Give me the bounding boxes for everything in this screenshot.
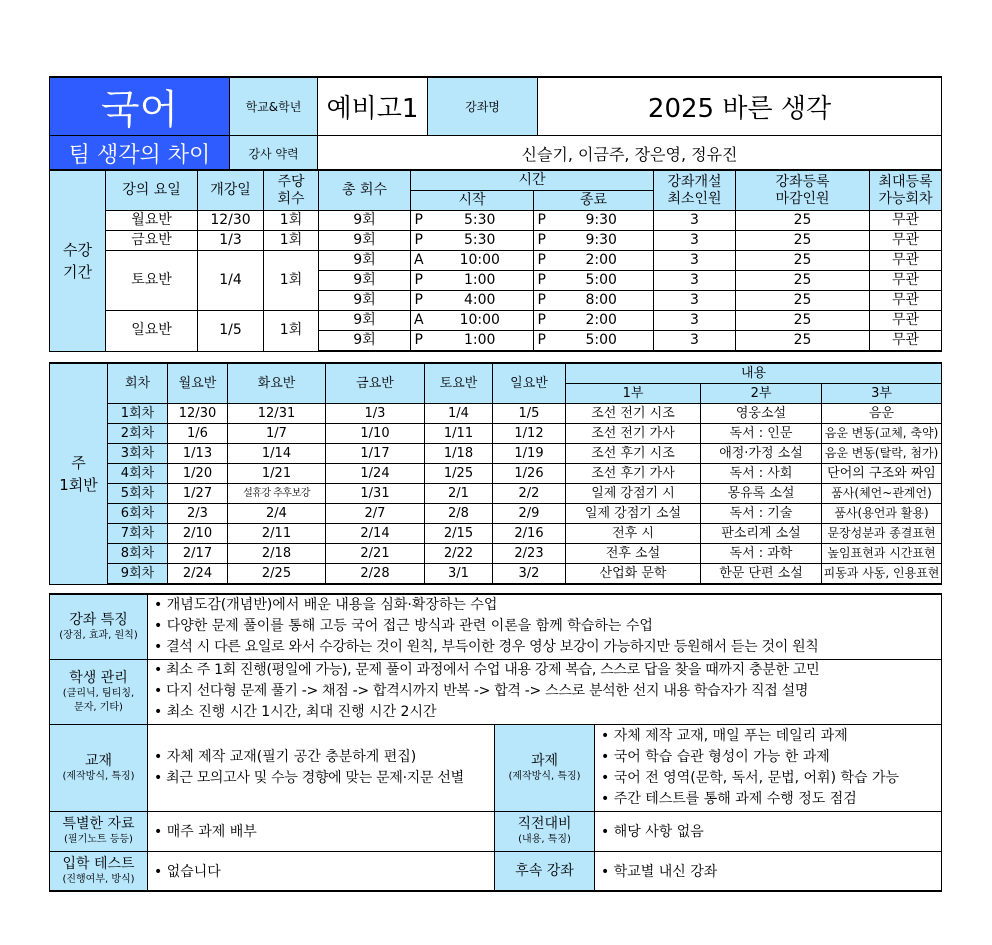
end-time: 8:00 <box>550 291 654 311</box>
part2: 몽유록 소설 <box>701 484 822 504</box>
total-count: 9회 <box>319 331 411 352</box>
prep-label <box>495 811 595 851</box>
deadline-count: 25 <box>736 251 870 271</box>
mon-date: 12/30 <box>168 404 228 424</box>
col-fri: 금요반 <box>326 363 425 404</box>
end-time: 2:00 <box>550 251 654 271</box>
deadline-count: 25 <box>736 211 870 231</box>
fri-date: 2/7 <box>326 504 425 524</box>
part2: 독서 : 사회 <box>701 464 822 484</box>
team-name: 팀 생각의 차이 <box>50 136 230 173</box>
deadline-count: 25 <box>736 291 870 311</box>
start-period: P <box>411 291 427 311</box>
part2: 독서 : 과학 <box>701 544 822 564</box>
header-table <box>49 76 942 174</box>
followup-label <box>495 851 595 891</box>
part3: 피동과 사동, 인용표현 <box>822 564 942 585</box>
fri-date: 2/21 <box>326 544 425 564</box>
homework-title: 과제 <box>530 752 559 769</box>
end-period: P <box>534 311 550 331</box>
round: 4회차 <box>108 464 168 484</box>
deadline-count: 25 <box>736 331 870 352</box>
min-count: 3 <box>654 311 736 331</box>
prep-title: 직전대비 <box>517 816 572 832</box>
min-count: 3 <box>654 231 736 251</box>
start-period: P <box>411 211 427 231</box>
management-line: • 최소 진행 시간 1시간, 최대 진행 시간 2시간 <box>154 704 437 720</box>
min-count: 3 <box>654 291 736 311</box>
sun-date: 2/16 <box>493 524 566 544</box>
part3: 음운 <box>822 404 942 424</box>
materials-title: 특별한 자료 <box>62 816 135 832</box>
fri-date: 2/28 <box>326 564 425 585</box>
followup-title: 후속 강좌 <box>515 862 574 879</box>
weekly-row <box>50 404 942 424</box>
sat-date: 2/15 <box>425 524 493 544</box>
max-sessions: 무관 <box>870 231 942 251</box>
materials-subtitle: (필기노트 등등) <box>64 834 133 845</box>
open-date: 1/5 <box>198 311 264 352</box>
sat-date: 2/8 <box>425 504 493 524</box>
homework-subtitle: (제작방식, 특징) <box>508 770 581 782</box>
round: 9회차 <box>108 564 168 585</box>
materials-label <box>50 811 148 851</box>
schedule-row <box>50 231 942 251</box>
sat-date: 2/1 <box>425 484 493 504</box>
tue-date: 2/11 <box>228 524 326 544</box>
start-period: P <box>411 271 427 291</box>
col-start: 시작 <box>411 191 534 211</box>
open-date: 1/4 <box>198 251 264 311</box>
end-period: P <box>534 291 550 311</box>
fri-date: 1/3 <box>326 404 425 424</box>
tue-date: 12/31 <box>228 404 326 424</box>
part1: 조선 전기 시조 <box>566 404 701 424</box>
col-content: 내용 <box>566 363 942 384</box>
mon-date: 1/13 <box>168 444 228 464</box>
weekly-count: 1회 <box>264 311 319 352</box>
management-title: 학생 관리 <box>69 669 128 686</box>
entrance-subtitle: (진행여부, 방식) <box>62 873 135 885</box>
day: 일요반 <box>106 311 198 352</box>
mon-date: 2/10 <box>168 524 228 544</box>
weekly-row <box>50 504 942 524</box>
schedule-row <box>50 211 942 231</box>
part1: 일제 강점기 시 <box>566 484 701 504</box>
end-period: P <box>534 211 550 231</box>
textbook-content <box>148 724 495 811</box>
part2: 한문 단편 소설 <box>701 564 822 585</box>
part3: 음운 변동(교체, 축약) <box>822 424 942 444</box>
weekly-row <box>50 424 942 444</box>
mon-date: 1/20 <box>168 464 228 484</box>
schedule-table <box>49 169 942 352</box>
mon-date: 1/6 <box>168 424 228 444</box>
max-sessions: 무관 <box>870 251 942 271</box>
end-time: 2:00 <box>550 311 654 331</box>
max-sessions: 무관 <box>870 331 942 352</box>
info-table <box>49 593 942 892</box>
part3: 음운 변동(탈락, 첨가) <box>822 444 942 464</box>
school-label: 학교&학년 <box>230 77 318 136</box>
open-date: 12/30 <box>198 211 264 231</box>
total-count: 9회 <box>319 211 411 231</box>
total-count: 9회 <box>319 291 411 311</box>
tue-date: 설휴강 추후보강 <box>228 484 326 504</box>
col-open: 개강일 <box>198 170 264 211</box>
end-time: 9:30 <box>550 211 654 231</box>
sun-date: 1/19 <box>493 444 566 464</box>
textbook-subtitle: (제작방식, 특징) <box>62 770 135 782</box>
management-line: • 다지 선다형 문제 풀기 -> 채점 -> 합격시까지 반복 -> 합격 -> 스스로 분석한 선지 내용 학습자가 직접 설명 <box>154 683 809 699</box>
tue-date: 1/21 <box>228 464 326 484</box>
part2: 애정·가정 소설 <box>701 444 822 464</box>
col-sat: 토요반 <box>425 363 493 404</box>
weekly-section-label: 주 1회반 <box>50 363 108 584</box>
col-max: 최대등록 가능회차 <box>870 170 942 211</box>
sun-date: 2/23 <box>493 544 566 564</box>
min-count: 3 <box>654 331 736 352</box>
tue-date: 2/4 <box>228 504 326 524</box>
part3: 단어의 구조와 짜임 <box>822 464 942 484</box>
management-content <box>148 659 942 724</box>
total-count: 9회 <box>319 311 411 331</box>
day: 토요반 <box>106 251 198 311</box>
tue-date: 1/14 <box>228 444 326 464</box>
textbook-title: 교재 <box>84 752 113 769</box>
part3: 문장성분과 종결표현 <box>822 524 942 544</box>
col-weekly: 주당 회수 <box>264 170 319 211</box>
end-period: P <box>534 331 550 352</box>
start-period: P <box>411 331 427 352</box>
part1: 조선 후기 시조 <box>566 444 701 464</box>
col-round: 회차 <box>108 363 168 404</box>
weekly-table <box>49 362 942 585</box>
weekly-row <box>50 464 942 484</box>
fri-date: 1/24 <box>326 464 425 484</box>
end-time: 5:00 <box>550 331 654 352</box>
max-sessions: 무관 <box>870 291 942 311</box>
end-period: P <box>534 231 550 251</box>
round: 7회차 <box>108 524 168 544</box>
sun-date: 1/12 <box>493 424 566 444</box>
fri-date: 1/17 <box>326 444 425 464</box>
part2: 독서 : 기술 <box>701 504 822 524</box>
part2: 독서 : 인문 <box>701 424 822 444</box>
management-subtitle: (클리닉, 팀티칭, 문자, 기타) <box>62 687 135 713</box>
part2: 판소리계 소설 <box>701 524 822 544</box>
col-part3: 3부 <box>822 384 942 404</box>
weekly-count: 1회 <box>264 231 319 251</box>
end-time: 5:00 <box>550 271 654 291</box>
weekly-row <box>50 484 942 504</box>
subject-title: 국어 <box>50 77 230 136</box>
schedule-section-label: 수강 기간 <box>50 170 106 351</box>
course-value: 2025 바른 생각 <box>538 77 942 136</box>
prep-subtitle: (내용, 특징) <box>518 834 571 845</box>
features-title: 강좌 특징 <box>69 611 128 628</box>
school-value: 예비고1 <box>318 77 428 136</box>
mon-date: 1/27 <box>168 484 228 504</box>
course-label: 강좌명 <box>428 77 538 136</box>
max-sessions: 무관 <box>870 311 942 331</box>
col-end: 종료 <box>534 191 654 211</box>
weekly-row <box>50 544 942 564</box>
mon-date: 2/3 <box>168 504 228 524</box>
features-line: • 결석 시 다른 요일로 와서 수강하는 것이 원칙, 부득이한 경우 영상 보강이 가능하지만 등원해서 듣는 것이 원칙 <box>154 639 819 656</box>
start-period: P <box>411 231 427 251</box>
homework-line: • 자체 제작 교재, 매일 푸는 데일리 과제 <box>601 727 848 744</box>
sat-date: 1/25 <box>425 464 493 484</box>
homework-line: • 국어 전 영역(문학, 독서, 문법, 어휘) 학습 가능 <box>601 769 900 786</box>
sun-date: 3/2 <box>493 564 566 585</box>
part1: 전후 소설 <box>566 544 701 564</box>
teacher-value: 신슬기, 이금주, 장은영, 정유진 <box>318 136 942 173</box>
day: 월요반 <box>106 211 198 231</box>
tue-date: 2/25 <box>228 564 326 585</box>
deadline-count: 25 <box>736 271 870 291</box>
mon-date: 2/24 <box>168 564 228 585</box>
total-count: 9회 <box>319 251 411 271</box>
part1: 산업화 문학 <box>566 564 701 585</box>
sun-date: 2/9 <box>493 504 566 524</box>
start-time: 10:00 <box>427 311 534 331</box>
management-label <box>50 659 148 724</box>
start-time: 10:00 <box>427 251 534 271</box>
materials-value: • 매주 과제 배부 <box>148 811 495 851</box>
sat-date: 1/18 <box>425 444 493 464</box>
entrance-value: • 없습니다 <box>148 851 495 891</box>
col-time: 시간 <box>411 170 654 191</box>
followup-value: • 학교별 내신 강좌 <box>595 851 942 891</box>
entrance-label <box>50 851 148 891</box>
part1: 조선 전기 가사 <box>566 424 701 444</box>
round: 5회차 <box>108 484 168 504</box>
end-period: P <box>534 271 550 291</box>
part3: 품사(체언~관계언) <box>822 484 942 504</box>
entrance-title: 입학 테스트 <box>62 855 135 872</box>
col-part1: 1부 <box>566 384 701 404</box>
deadline-count: 25 <box>736 231 870 251</box>
start-time: 4:00 <box>427 291 534 311</box>
open-date: 1/3 <box>198 231 264 251</box>
start-time: 5:30 <box>427 231 534 251</box>
weekly-count: 1회 <box>264 211 319 231</box>
textbook-line: • 자체 제작 교재(필기 공간 충분하게 편집) <box>154 748 417 765</box>
start-time: 1:00 <box>427 331 534 352</box>
col-total: 총 회수 <box>319 170 411 211</box>
homework-line: • 국어 학습 습관 형성이 가능 한 과제 <box>601 748 830 765</box>
part2: 영웅소설 <box>701 404 822 424</box>
management-line: • 최소 주 1회 진행(평일에 가능), 문제 풀이 과정에서 수업 내용 강제 복습, 스스로 답을 찾을 때까지 충분한 고민 <box>154 662 820 678</box>
total-count: 9회 <box>319 231 411 251</box>
features-line: • 다양한 문제 풀이를 통해 고등 국어 접근 방식과 관련 이론을 함께 학습하는 수업 <box>154 618 653 635</box>
start-period: A <box>411 311 427 331</box>
col-tue: 화요반 <box>228 363 326 404</box>
col-deadline: 강좌등록 마감인원 <box>736 170 870 211</box>
round: 6회차 <box>108 504 168 524</box>
fri-date: 1/31 <box>326 484 425 504</box>
min-count: 3 <box>654 211 736 231</box>
round: 1회차 <box>108 404 168 424</box>
fri-date: 1/10 <box>326 424 425 444</box>
mon-date: 2/17 <box>168 544 228 564</box>
homework-line: • 주간 테스트를 통해 과제 수행 정도 점검 <box>601 790 857 807</box>
homework-label <box>495 724 595 811</box>
tue-date: 1/7 <box>228 424 326 444</box>
part1: 일제 강점기 소설 <box>566 504 701 524</box>
tue-date: 2/18 <box>228 544 326 564</box>
schedule-row <box>50 251 942 271</box>
round: 2회차 <box>108 424 168 444</box>
textbook-line: • 최근 모의고사 및 수능 경향에 맞는 문제·지문 선별 <box>154 769 464 786</box>
weekly-row <box>50 524 942 544</box>
fri-date: 2/14 <box>326 524 425 544</box>
start-time: 5:30 <box>427 211 534 231</box>
end-period: P <box>534 251 550 271</box>
textbook-label <box>50 724 148 811</box>
deadline-count: 25 <box>736 311 870 331</box>
min-count: 3 <box>654 271 736 291</box>
features-subtitle: (장점, 효과, 원칙) <box>59 629 138 641</box>
day: 금요반 <box>106 231 198 251</box>
homework-content <box>595 724 942 811</box>
start-time: 1:00 <box>427 271 534 291</box>
weekly-row <box>50 444 942 464</box>
total-count: 9회 <box>319 271 411 291</box>
sat-date: 3/1 <box>425 564 493 585</box>
min-count: 3 <box>654 251 736 271</box>
weekly-count: 1회 <box>264 251 319 311</box>
start-period: A <box>411 251 427 271</box>
round: 3회차 <box>108 444 168 464</box>
part3: 높임표현과 시간표현 <box>822 544 942 564</box>
sun-date: 1/26 <box>493 464 566 484</box>
part1: 조선 후기 가사 <box>566 464 701 484</box>
max-sessions: 무관 <box>870 211 942 231</box>
col-min: 강좌개설 최소인원 <box>654 170 736 211</box>
features-line: • 개념도감(개념반)에서 배운 내용을 심화·확장하는 수업 <box>154 597 498 614</box>
end-time: 9:30 <box>550 231 654 251</box>
sat-date: 1/4 <box>425 404 493 424</box>
max-sessions: 무관 <box>870 271 942 291</box>
round: 8회차 <box>108 544 168 564</box>
part3: 품사(용언과 활용) <box>822 504 942 524</box>
features-content <box>148 594 942 659</box>
sat-date: 1/11 <box>425 424 493 444</box>
col-day: 강의 요일 <box>106 170 198 211</box>
part1: 전후 시 <box>566 524 701 544</box>
schedule-row <box>50 311 942 331</box>
sun-date: 2/2 <box>493 484 566 504</box>
features-label <box>50 594 148 659</box>
col-mon: 월요반 <box>168 363 228 404</box>
teacher-label: 강사 약력 <box>230 136 318 173</box>
sun-date: 1/5 <box>493 404 566 424</box>
prep-value: • 해당 사항 없음 <box>595 811 942 851</box>
weekly-row <box>50 564 942 585</box>
sat-date: 2/22 <box>425 544 493 564</box>
col-sun: 일요반 <box>493 363 566 404</box>
col-part2: 2부 <box>701 384 822 404</box>
